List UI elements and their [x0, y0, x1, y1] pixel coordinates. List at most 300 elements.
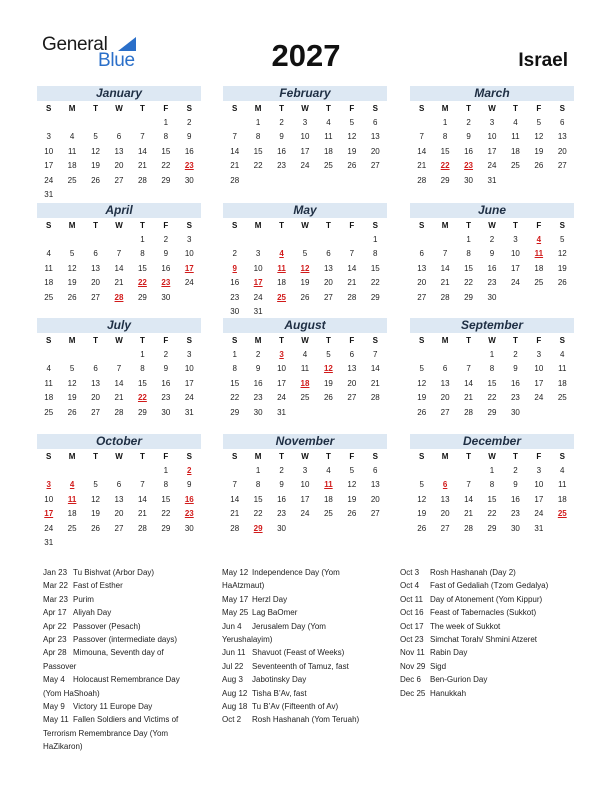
weekday-header: T	[93, 104, 98, 113]
weekday-header: F	[349, 104, 355, 113]
holiday-date: May 12	[222, 568, 249, 577]
holiday-entry	[400, 633, 548, 646]
day-cell: 21	[230, 509, 240, 519]
empty-day-cell	[433, 464, 456, 478]
day-cell: 28	[137, 175, 147, 185]
holiday-name: Tisha B’Av, fast	[252, 688, 307, 698]
day-cell: 23	[230, 292, 240, 302]
day-cell: 31	[44, 537, 54, 547]
day-cell: 28	[440, 292, 450, 302]
weekday-header: S	[372, 221, 378, 230]
empty-day-cell	[433, 233, 456, 247]
day-cell: 2	[187, 118, 192, 127]
day-cell: 14	[347, 263, 357, 273]
day-cell: 9	[163, 249, 169, 259]
holiday-entry	[400, 579, 548, 592]
day-cell: 19	[300, 278, 310, 288]
weekday-header: T	[279, 221, 284, 230]
day-cell: 27	[91, 407, 101, 417]
day-cell: 16	[510, 378, 520, 388]
day-cell: 10	[184, 249, 194, 259]
holiday-name: Fast of Gedaliah (Tzom Gedalya)	[430, 581, 549, 591]
day-cell: 24	[44, 523, 54, 533]
day-cell: 29	[137, 292, 147, 302]
weekday-header: W	[115, 336, 123, 345]
day-cell: 16	[161, 263, 171, 273]
month-grid	[37, 450, 201, 550]
holiday-name: HaZikaron)	[43, 742, 83, 752]
holiday-day-cell: 11	[534, 249, 544, 259]
day-cell: 30	[161, 407, 171, 417]
weekday-header: S	[559, 104, 565, 113]
day-cell: 22	[370, 278, 380, 288]
day-cell: 27	[91, 292, 101, 302]
day-cell: 28	[370, 393, 380, 403]
weekday-header: T	[93, 336, 98, 345]
weekday-header: W	[488, 221, 496, 230]
day-cell: 27	[323, 292, 333, 302]
weekday-header: M	[254, 452, 262, 461]
day-cell: 16	[487, 263, 497, 273]
day-cell: 11	[300, 364, 310, 374]
holiday-date: Aug 18	[222, 702, 248, 712]
day-cell: 25	[323, 161, 333, 171]
holiday-entry	[222, 700, 359, 713]
day-cell: 22	[161, 161, 171, 171]
holiday-date: Jun 11	[222, 648, 246, 658]
empty-day-cell	[340, 233, 363, 247]
day-cell: 7	[140, 480, 145, 490]
day-cell: 26	[300, 292, 310, 302]
day-cell: 19	[417, 393, 427, 403]
holiday-day-cell: 23	[161, 278, 171, 288]
holiday-name: Jabotinsky Day	[252, 675, 307, 685]
holiday-name: Ben-Gurion Day	[430, 675, 488, 685]
holiday-entry	[43, 713, 180, 726]
day-cell: 10	[44, 146, 54, 156]
day-cell: 19	[347, 146, 357, 156]
weekday-header: T	[466, 221, 471, 230]
day-cell: 24	[300, 161, 310, 171]
weekday-header: W	[488, 104, 496, 113]
holiday-date: May 25	[222, 608, 249, 618]
day-cell: 1	[140, 235, 145, 244]
day-cell: 14	[114, 378, 124, 388]
day-cell: 23	[161, 393, 171, 403]
day-cell: 15	[137, 263, 147, 273]
day-cell: 3	[302, 466, 308, 475]
day-cell: 24	[253, 292, 263, 302]
day-cell: 3	[46, 132, 51, 142]
weekday-header: S	[186, 104, 192, 113]
holiday-entry	[43, 660, 180, 673]
day-cell: 6	[419, 249, 424, 259]
day-cell: 8	[232, 364, 237, 374]
day-cell: 12	[67, 263, 77, 273]
day-cell: 17	[487, 146, 497, 156]
day-cell: 1	[466, 235, 471, 244]
holiday-date: Oct 16	[400, 608, 424, 618]
holiday-day-cell: 3	[46, 480, 51, 490]
day-cell: 14	[230, 146, 240, 156]
day-cell: 21	[417, 161, 427, 171]
weekday-header: W	[115, 221, 123, 230]
day-cell: 21	[464, 509, 474, 519]
weekday-header: S	[372, 336, 378, 345]
day-cell: 21	[370, 378, 380, 388]
day-cell: 29	[487, 523, 497, 533]
day-cell: 5	[349, 118, 355, 127]
holiday-date: Jun 4	[222, 621, 242, 631]
weekday-header: T	[279, 336, 284, 345]
day-cell: 17	[277, 378, 287, 388]
holiday-entry	[400, 660, 548, 673]
holiday-entry	[222, 606, 359, 619]
weekday-header: S	[372, 104, 378, 113]
holiday-date: Apr 17	[43, 608, 67, 618]
holiday-entry	[222, 633, 359, 646]
day-cell: 15	[161, 146, 171, 156]
day-cell: 8	[255, 480, 261, 490]
day-cell: 8	[489, 364, 495, 374]
month-grid	[410, 334, 574, 420]
day-cell: 20	[91, 278, 101, 288]
day-cell: 24	[44, 175, 54, 185]
day-cell: 24	[184, 278, 194, 288]
day-cell: 3	[302, 118, 308, 127]
month-grid	[410, 450, 574, 536]
weekday-header: S	[186, 221, 192, 230]
holiday-entry	[43, 593, 180, 606]
day-cell: 15	[230, 378, 240, 388]
day-cell: 21	[137, 161, 147, 171]
day-cell: 18	[557, 494, 567, 504]
weekday-header: S	[46, 452, 52, 461]
weekday-header: T	[279, 452, 284, 461]
month-grid	[223, 450, 387, 536]
day-cell: 8	[163, 132, 169, 142]
day-cell: 15	[253, 146, 263, 156]
day-cell: 13	[370, 132, 380, 142]
holiday-name: Jerusalem Day (Yom	[252, 621, 326, 631]
day-cell: 18	[44, 393, 54, 403]
day-cell: 18	[67, 161, 77, 171]
holiday-date: Dec 25	[400, 688, 426, 698]
holiday-list-col-2	[400, 566, 548, 700]
weekday-header: F	[536, 336, 542, 345]
holiday-name: Yerushalayim)	[222, 635, 273, 645]
holiday-date: Aug 12	[222, 688, 248, 698]
day-cell: 14	[464, 378, 474, 388]
holiday-day-cell: 17	[44, 509, 54, 519]
month-title: December	[410, 434, 574, 449]
day-cell: 19	[91, 161, 101, 171]
day-cell: 23	[510, 393, 520, 403]
day-cell: 25	[44, 407, 54, 417]
day-cell: 19	[347, 494, 357, 504]
holiday-entry	[222, 646, 359, 659]
day-cell: 16	[161, 378, 171, 388]
holiday-entry	[222, 566, 359, 579]
month-title: September	[410, 318, 574, 333]
weekday-header: M	[68, 104, 76, 113]
day-cell: 8	[163, 480, 169, 490]
day-cell: 2	[232, 249, 237, 259]
empty-day-cell	[131, 464, 154, 478]
day-cell: 11	[558, 480, 567, 490]
day-cell: 1	[489, 350, 495, 359]
holiday-entry	[43, 646, 180, 659]
holiday-day-cell: 29	[253, 523, 263, 533]
day-cell: 7	[232, 132, 237, 142]
day-cell: 11	[558, 364, 567, 374]
day-cell: 21	[440, 278, 450, 288]
day-cell: 10	[510, 249, 520, 259]
day-cell: 2	[163, 235, 169, 244]
day-cell: 21	[114, 278, 124, 288]
holiday-name: The week of Sukkot	[430, 621, 501, 631]
day-cell: 20	[417, 278, 427, 288]
day-cell: 12	[91, 146, 101, 156]
day-cell: 26	[67, 292, 77, 302]
day-cell: 7	[466, 480, 471, 490]
weekday-header: T	[139, 452, 145, 461]
day-cell: 28	[464, 523, 474, 533]
holiday-day-cell: 28	[114, 292, 124, 302]
empty-day-cell	[223, 116, 246, 130]
day-cell: 21	[347, 278, 357, 288]
holiday-date: Oct 3	[400, 568, 420, 577]
weekday-header: S	[232, 104, 238, 113]
day-cell: 16	[277, 494, 287, 504]
weekday-header: S	[232, 452, 238, 461]
empty-day-cell	[457, 348, 480, 362]
day-cell: 15	[440, 146, 450, 156]
day-cell: 27	[114, 175, 124, 185]
day-cell: 6	[349, 350, 355, 359]
weekday-header: T	[466, 452, 471, 461]
day-cell: 13	[323, 263, 333, 273]
weekday-header: F	[536, 104, 542, 113]
day-cell: 26	[91, 175, 101, 185]
day-cell: 1	[163, 466, 169, 475]
day-cell: 1	[163, 118, 169, 127]
month-title: April	[37, 203, 201, 218]
day-cell: 4	[513, 118, 518, 127]
day-cell: 17	[44, 161, 54, 171]
holiday-date: Apr 23	[43, 635, 67, 645]
day-cell: 18	[557, 378, 567, 388]
weekday-header: S	[232, 336, 238, 345]
holiday-date: Oct 23	[400, 635, 424, 645]
empty-day-cell	[84, 116, 107, 130]
day-cell: 2	[466, 118, 471, 127]
day-cell: 16	[253, 378, 263, 388]
holiday-day-cell: 17	[253, 278, 263, 288]
day-cell: 1	[140, 350, 145, 359]
day-cell: 14	[137, 494, 147, 504]
weekday-header: M	[254, 221, 262, 230]
day-cell: 7	[116, 364, 122, 374]
day-cell: 12	[67, 378, 77, 388]
holiday-name: Lag BaOmer	[252, 608, 298, 618]
empty-day-cell	[107, 116, 130, 130]
day-cell: 5	[419, 480, 424, 490]
day-cell: 11	[67, 146, 77, 156]
day-cell: 23	[510, 509, 520, 519]
day-cell: 20	[370, 146, 380, 156]
day-cell: 30	[510, 407, 520, 417]
weekday-header: S	[232, 221, 238, 230]
day-cell: 27	[557, 161, 567, 171]
logo-general-text: General	[42, 34, 108, 55]
holiday-date: Nov 11	[400, 648, 425, 658]
weekday-header: M	[254, 104, 262, 113]
day-cell: 23	[277, 161, 287, 171]
day-cell: 9	[163, 364, 169, 374]
day-cell: 28	[230, 523, 240, 533]
day-cell: 7	[373, 350, 378, 359]
day-cell: 10	[534, 364, 544, 374]
holiday-entry	[400, 593, 548, 606]
day-cell: 14	[417, 146, 427, 156]
empty-day-cell	[223, 464, 246, 478]
day-cell: 4	[560, 466, 565, 475]
holiday-date: Apr 28	[43, 648, 67, 658]
day-cell: 31	[534, 523, 544, 533]
day-cell: 10	[300, 132, 310, 142]
holiday-list-col-1	[222, 566, 359, 727]
weekday-header: W	[301, 452, 309, 461]
day-cell: 15	[487, 378, 497, 388]
day-cell: 11	[511, 132, 520, 142]
day-cell: 30	[510, 523, 520, 533]
day-cell: 29	[137, 407, 147, 417]
holiday-entry	[400, 673, 548, 686]
holiday-day-cell: 23	[464, 161, 474, 171]
day-cell: 26	[347, 509, 357, 519]
weekday-header: S	[419, 336, 425, 345]
day-cell: 21	[137, 509, 147, 519]
day-cell: 30	[253, 407, 263, 417]
day-cell: 14	[440, 263, 450, 273]
month-grid	[37, 334, 201, 420]
day-cell: 3	[255, 249, 261, 259]
day-cell: 13	[91, 378, 101, 388]
logo-blue-text: Blue	[98, 50, 135, 71]
day-cell: 13	[557, 132, 567, 142]
day-cell: 27	[440, 407, 450, 417]
weekday-header: S	[559, 221, 565, 230]
day-cell: 26	[417, 523, 427, 533]
day-cell: 17	[300, 494, 310, 504]
weekday-header: T	[512, 336, 518, 345]
empty-day-cell	[60, 233, 83, 247]
day-cell: 12	[347, 132, 357, 142]
holiday-day-cell: 12	[300, 263, 310, 273]
day-cell: 20	[440, 393, 450, 403]
day-cell: 31	[44, 189, 54, 199]
day-cell: 27	[440, 523, 450, 533]
day-cell: 25	[67, 175, 77, 185]
weekday-header: S	[186, 452, 192, 461]
holiday-name: Passover (intermediate days)	[73, 635, 178, 645]
holiday-name: Herzl Day	[252, 594, 288, 604]
empty-day-cell	[410, 348, 433, 362]
empty-day-cell	[84, 348, 107, 362]
day-cell: 14	[370, 364, 380, 374]
day-cell: 25	[534, 278, 544, 288]
weekday-header: F	[349, 452, 355, 461]
holiday-entry	[400, 566, 548, 579]
day-cell: 1	[489, 466, 495, 475]
weekday-header: M	[68, 452, 76, 461]
day-cell: 20	[114, 161, 124, 171]
empty-day-cell	[410, 116, 433, 130]
day-cell: 22	[161, 509, 171, 519]
day-cell: 8	[489, 480, 495, 490]
weekday-header: T	[139, 336, 145, 345]
day-cell: 3	[489, 118, 495, 127]
weekday-header: F	[349, 221, 355, 230]
month-february	[223, 86, 387, 188]
day-cell: 20	[557, 146, 567, 156]
weekday-header: T	[279, 104, 284, 113]
day-cell: 1	[255, 118, 261, 127]
holiday-date: Oct 17	[400, 621, 424, 631]
weekday-header: F	[163, 452, 169, 461]
empty-day-cell	[84, 464, 107, 478]
holiday-entry	[222, 660, 359, 673]
month-title: February	[223, 86, 387, 101]
day-cell: 22	[487, 509, 497, 519]
weekday-header: M	[441, 336, 449, 345]
day-cell: 10	[184, 364, 194, 374]
day-cell: 22	[253, 509, 263, 519]
day-cell: 12	[557, 249, 567, 259]
month-january	[37, 86, 201, 202]
holiday-date: Jan 23	[43, 568, 68, 577]
empty-day-cell	[60, 116, 83, 130]
day-cell: 6	[326, 249, 331, 259]
day-cell: 11	[324, 132, 333, 142]
day-cell: 12	[417, 494, 427, 504]
empty-day-cell	[107, 464, 130, 478]
holiday-date: Dec 6	[400, 675, 421, 685]
day-cell: 16	[230, 278, 240, 288]
day-cell: 14	[114, 263, 124, 273]
weekday-header: T	[466, 336, 471, 345]
holiday-date: Jul 22	[222, 661, 244, 671]
holiday-date: Mar 23	[43, 594, 68, 604]
holiday-day-cell: 11	[324, 480, 333, 490]
day-cell: 25	[44, 292, 54, 302]
holiday-day-cell: 4	[69, 480, 75, 490]
month-title: November	[223, 434, 387, 449]
day-cell: 29	[161, 523, 171, 533]
day-cell: 31	[487, 175, 497, 185]
month-title: June	[410, 203, 574, 218]
day-cell: 15	[370, 263, 380, 273]
day-cell: 24	[277, 393, 287, 403]
weekday-header: T	[93, 452, 98, 461]
empty-day-cell	[37, 233, 60, 247]
weekday-header: F	[163, 221, 169, 230]
day-cell: 19	[557, 263, 567, 273]
day-cell: 13	[370, 480, 380, 490]
holiday-date: May 17	[222, 594, 249, 604]
holiday-day-cell: 12	[323, 364, 333, 374]
